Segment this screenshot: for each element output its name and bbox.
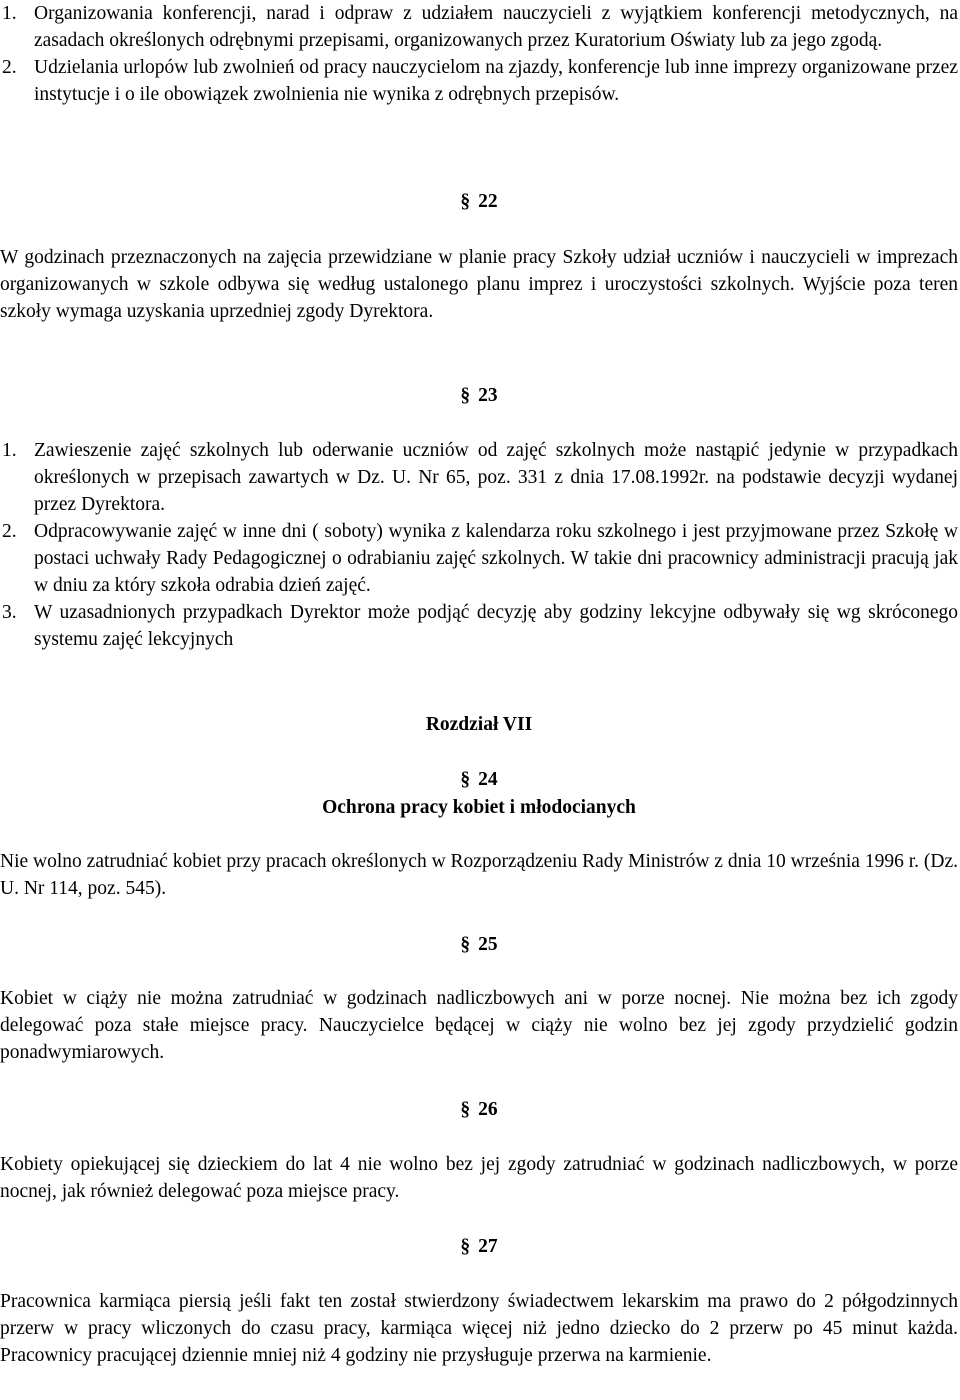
section-symbol: § [460, 1099, 471, 1120]
paragraph-24-title: Ochrona pracy kobiet i młodocianych [322, 797, 636, 818]
item-text: Organizowania konferencji, narad i odpraw z udziałem nauczycieli z wyjątkiem konferencji metodycznych, na zasadach określonych odrębnymi przepisami, organizowanych przez Kuratorium Oświaty lub za jego zgodą. [34, 3, 958, 51]
list-item [0, 437, 958, 518]
paragraph-24-text: Nie wolno zatrudniać kobiet przy pracach określonych w Rozporządzeniu Rady Ministrów z dnia 10 września 1996 r. (Dz. U. Nr 114, poz. 545). [0, 851, 958, 899]
paragraph-26-text: Kobiety opiekującej się dzieckiem do lat 4 nie wolno bez jej zgody zatrudniać w godzinach nadliczbowych, w porze nocnej, jak również delegować poza miejsce pracy. [0, 1154, 958, 1202]
paragraph-number: 24 [478, 769, 498, 790]
section-symbol: § [460, 934, 471, 955]
chapter-title: Rozdział VII [425, 714, 533, 735]
paragraph-26-heading [0, 1096, 958, 1123]
item-text: Odpracowywanie zajęć w inne dni ( soboty) wynika z kalendarza roku szkolnego i jest przyjmowane przez Szkołę w postaci uchwały Rady Pedagogicznej o odrabianiu zajęć szkolnych. W takie dni pracownicy administracji pracują jak w dniu za który szkoła odrabia dzień zajęć. [34, 521, 958, 596]
paragraph-27-heading [0, 1233, 958, 1260]
paragraph-22-text: W godzinach przeznaczonych na zajęcia przewidziane w planie pracy Szkoły udział uczniów i nauczycieli w imprezach organizowanych w szkole odbywa się według ustalonego planu imprez i uroczystości szkolnych. Wyjście poza teren szkoły wymaga uzyskania uprzedniej zgody Dyrektora. [0, 247, 958, 322]
paragraph-25-heading [0, 931, 958, 958]
item-text: Udzielania urlopów lub zwolnień od pracy nauczycielom na zjazdy, konferencje lub inne imprezy organizowane przez instytucje i o ile obowiązek zwolnienia nie wynika z odrębnych przepisów. [34, 57, 958, 105]
item-text: W uzasadnionych przypadkach Dyrektor może podjąć decyzję aby godziny lekcyjne odbywały się wg skróconego systemu zajęć lekcyjnych [34, 602, 958, 650]
section-symbol: § [460, 1236, 471, 1257]
section-symbol: § [460, 385, 471, 406]
item-number: 1. [2, 440, 17, 461]
item-number: 1. [2, 3, 17, 24]
paragraph-number: 23 [478, 385, 498, 406]
list-item [0, 599, 958, 653]
paragraph-23-list [0, 437, 958, 653]
paragraph-number: 26 [478, 1099, 498, 1120]
paragraph-27-text: Pracownica karmiąca piersią jeśli fakt ten został stwierdzony świadectwem lekarskim ma prawo do 2 półgodzinnych przerw w pracy wliczonych do czasu pracy, karmiąca więcej niż jedno dziecko do 2 przerw po 45 minut każda. Pracownicy pracującej dziennie mniej niż 4 godziny nie przysługuje przerwa na karmienie. [0, 1291, 958, 1366]
paragraph-23-heading [0, 382, 958, 409]
section-symbol: § [460, 191, 471, 212]
paragraph-number: 25 [478, 934, 498, 955]
item-text: Zawieszenie zajęć szkolnych lub oderwanie uczniów od zajęć szkolnych może nastąpić jedynie w przypadkach określonych w przepisach zawartych w Dz. U. Nr 65, poz. 331 z dnia 17.08.1992r. na podstawie decyzji wydanej przez Dyrektora. [34, 440, 958, 515]
list-item [0, 0, 958, 54]
item-number: 3. [2, 602, 17, 623]
list-item [0, 518, 958, 599]
list-item [0, 54, 958, 108]
paragraph-number: 22 [478, 191, 498, 212]
paragraph-22-heading [0, 188, 958, 215]
paragraph-24-heading [0, 766, 958, 793]
section-21-list [0, 0, 958, 108]
item-number: 2. [2, 521, 17, 542]
section-symbol: § [460, 769, 471, 790]
item-number: 2. [2, 57, 17, 78]
paragraph-number: 27 [478, 1236, 498, 1257]
paragraph-25-text: Kobiet w ciąży nie można zatrudniać w godzinach nadliczbowych ani w porze nocnej. Nie można bez ich zgody delegować poza stałe miejsce pracy. Nauczycielce będącej w ciąży nie wolno bez jej zgody przydzielić godzin ponadwymiarowych. [0, 988, 958, 1063]
